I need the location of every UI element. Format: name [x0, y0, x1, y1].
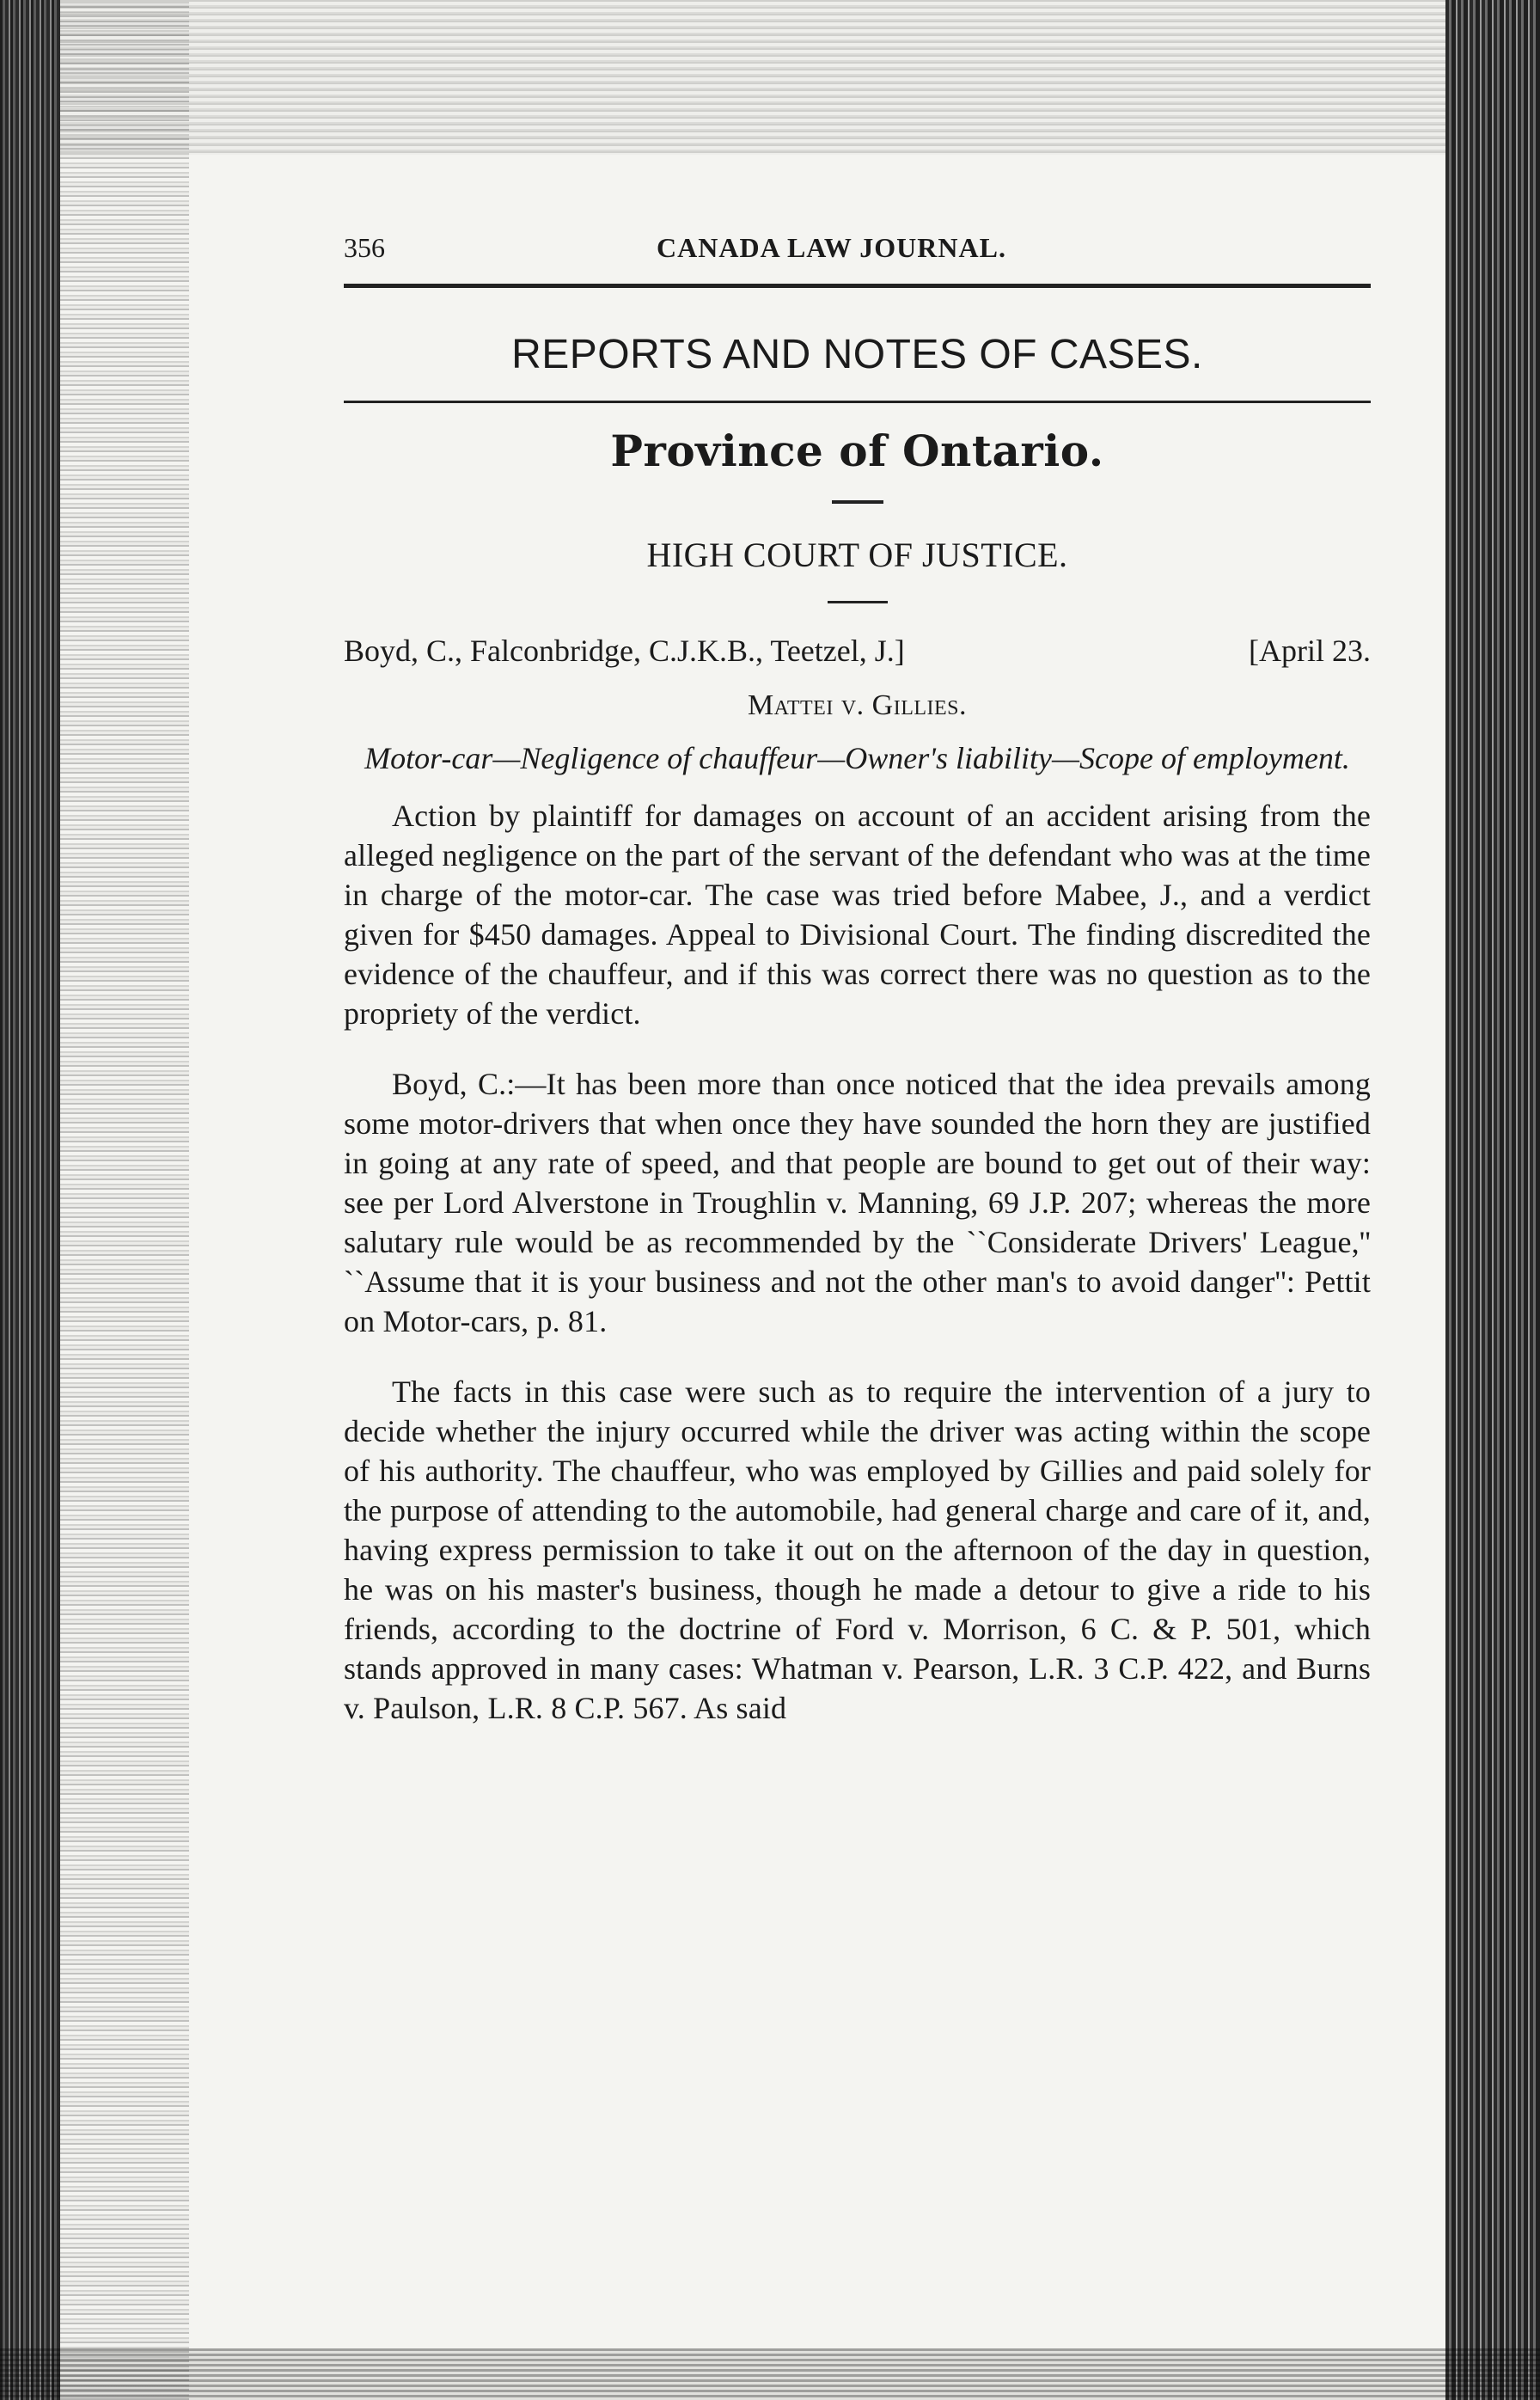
- scan-border-top: [0, 0, 1540, 155]
- section-title: REPORTS AND NOTES OF CASES.: [511, 332, 1203, 377]
- headnote: Motor-car—Negligence of chauffeur—Owner's liability—Scope of employment.: [364, 741, 1350, 775]
- province-heading: Province of Ontario.: [610, 426, 1104, 476]
- running-head: [344, 232, 1371, 275]
- scan-border-left: [0, 0, 60, 2400]
- section-rule: [344, 401, 1371, 403]
- body-paragraph-1: Action by plaintiff for damages on account of an accident arising from the alleged negligence on the part of the servant of the defendant who was at the time in charge of the motor-car. The case was tried before Mabee, J., and a verdict given for $450 damages. Appeal to Divisional Court. The finding discredited the evidence of the chauffeur, and if this was correct there was no question as to the propriety of the verdict.: [344, 799, 1371, 1031]
- short-divider-2: [828, 601, 888, 603]
- bench-row: [344, 633, 1371, 669]
- journal-page: [344, 232, 1371, 1759]
- court-name: HIGH COURT OF JUSTICE.: [646, 536, 1068, 574]
- bench-judges: Boyd, C., Falconbridge, C.J.K.B., Teetzel, J.]: [344, 634, 905, 668]
- case-title: Mattei v. Gillies.: [747, 689, 968, 721]
- short-divider: [832, 500, 883, 504]
- scan-shadow-left: [60, 0, 189, 2400]
- decision-date: [April 23.: [1249, 634, 1371, 668]
- scan-border-right: [1445, 0, 1540, 2400]
- scan-border-bottom: [0, 2348, 1540, 2400]
- page-number: 356: [344, 232, 385, 263]
- header-rule: [344, 284, 1371, 288]
- body-paragraph-3: The facts in this case were such as to require the intervention of a jury to decide whether the injury occurred while the driver was acting within the scope of his authority. The chauffeur, who was employed by Gillies and paid solely for the purpose of attending to the automobile, had general charge and care of it, and, having express permission to take it out on the afternoon of the day in question, he was on his master's business, though he made a detour to give a ride to his friends, according to the doctrine of Ford v. Morrison, 6 C. & P. 501, which stands approved in many cases: Whatman v. Pearson, L.R. 3 C.P. 422, and Burns v. Paulson, L.R. 8 C.P. 567. As said: [344, 1374, 1371, 1725]
- body-paragraph-2: Boyd, C.:—It has been more than once noticed that the idea prevails among some motor-drivers that when once they have sounded the horn they are justified in going at any rate of speed, and that people are bound to get out of their way: see per Lord Alverstone in Troughlin v. Manning, 69 J.P. 207; whereas the more salutary rule would be as recommended by the ``Considerate Drivers' League,'' ``Assume that it is your business and not the other man's to avoid danger'': Pettit on Motor-cars, p. 81.: [344, 1067, 1371, 1338]
- journal-title: CANADA LAW JOURNAL.: [657, 232, 1006, 263]
